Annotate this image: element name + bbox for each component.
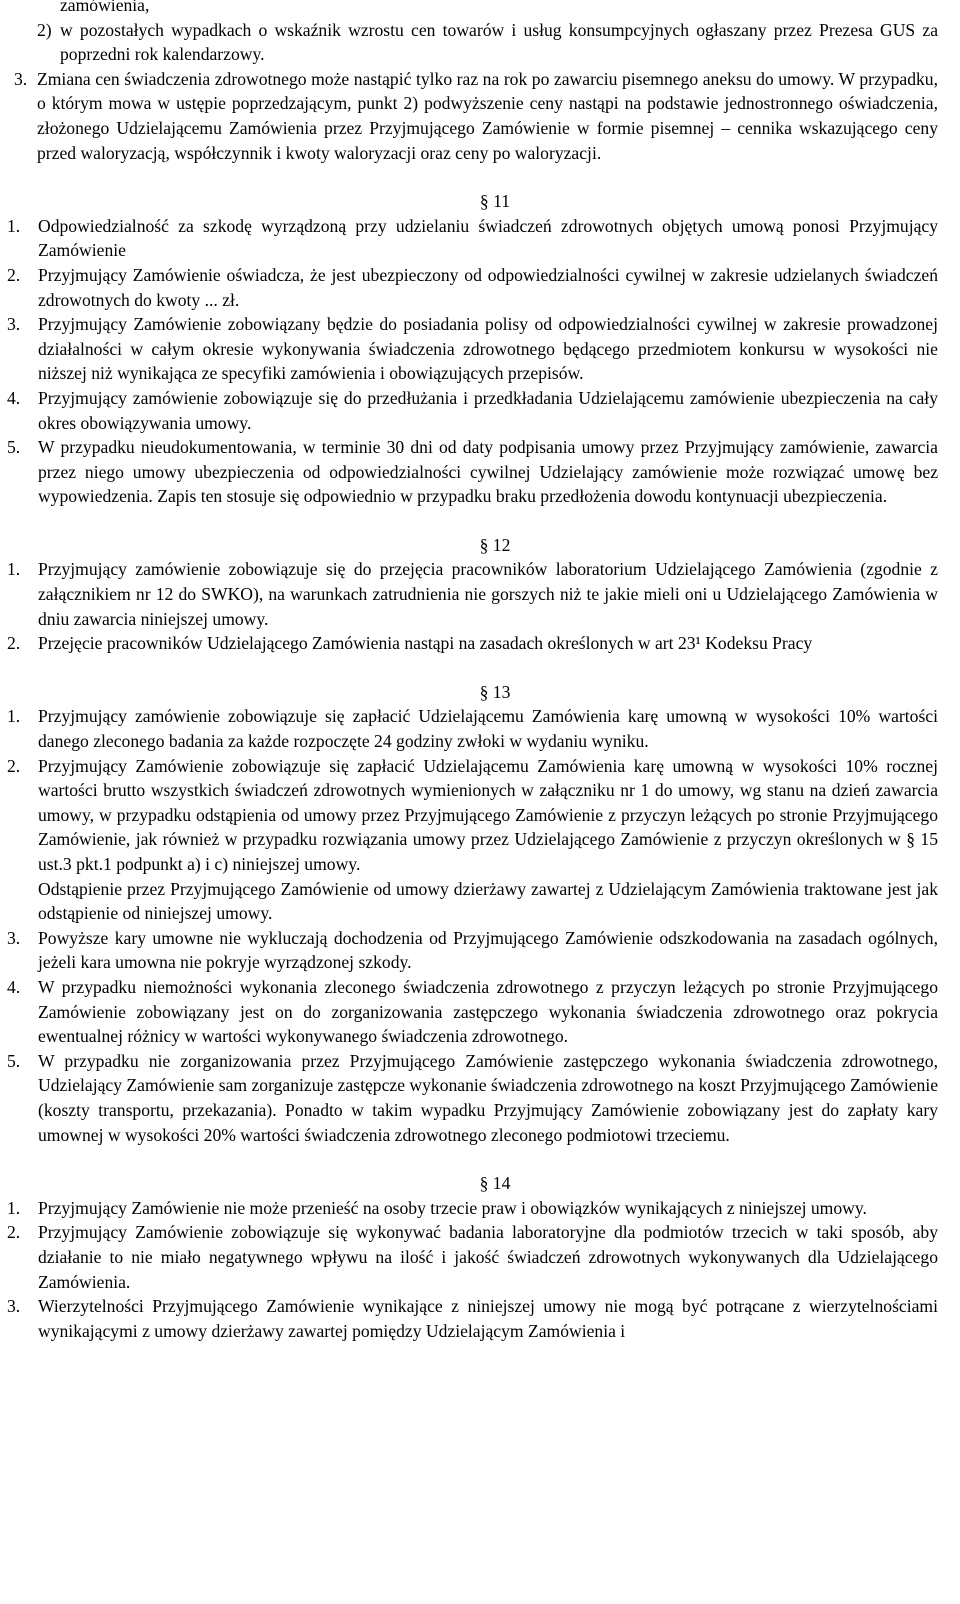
list-item-text: Powyższe kary umowne nie wykluczają dochodzenia od Przyjmującego Zamówienie odszkodowania na zasadach ogólnych, jeżeli kara umowna nie pokryje wyrządzonej szkody. bbox=[38, 927, 938, 973]
list-item-number: 2. bbox=[7, 1222, 21, 1243]
list-item-text: Przyjmujący zamówienie zobowiązuje się zapłacić Udzielającemu Zamówienia karę umowną w wysokości 10% wartości danego zleconego badania za każde rozpoczęte 24 godziny zwłoki w wydaniu wyniku. bbox=[38, 706, 938, 752]
list-item-number: 4. bbox=[7, 387, 21, 408]
list-item-number: 3. bbox=[7, 927, 21, 948]
list-item-text: Przyjmujący zamówienie zobowiązuje się do przejęcia pracowników laboratorium Udzielającego Zamówienia (zgodnie z załącznikiem nr 12 do SWKO), na warunkach zatrudnienia nie gorszych niż te jakie mieli oni u Udzielającego Zamówienia w dniu zawarcia niniejszej umowy. bbox=[38, 559, 938, 629]
list-item bbox=[0, 975, 938, 1049]
list-item-text: W przypadku nieudokumentowania, w terminie 30 dni od daty podpisania umowy przez Przyjmujący zamówienie, zawarcia przez niego umowy ubezpieczenia od odpowiedzialności cywilnej Udzielający zamówienie może rozwiązać umowę bez wypowiedzenia. Zapis ten stosuje się odpowiednio w przypadku braku przedłożenia dowodu kontynuacji ubezpieczenia. bbox=[38, 437, 938, 507]
list-item-text: Wierzytelności Przyjmującego Zamówienie wynikające z niniejszej umowy nie mogą być potrącane z wierzytelnościami wynikającymi z umowy dzierżawy zawartej pomiędzy Udzielającym Zamówienia i bbox=[38, 1296, 938, 1341]
list-item-number: 1. bbox=[7, 559, 21, 580]
list-item bbox=[0, 704, 938, 753]
section-14 bbox=[0, 1196, 960, 1344]
list-item-2 bbox=[0, 18, 960, 67]
list-item bbox=[0, 1294, 938, 1343]
list-item bbox=[0, 386, 938, 435]
paragraph-3 bbox=[0, 67, 960, 165]
list-item-number: 3. bbox=[7, 314, 21, 335]
spacer bbox=[0, 1147, 960, 1171]
section-heading-13: § 13 bbox=[479, 681, 511, 702]
paragraph-number: 3. bbox=[14, 68, 28, 89]
list-item-text: Przyjmujący zamówienie zobowiązuje się do przedłużania i przedkładania Udzielającemu zamówienie ubezpieczenia na cały okres obowiązywania umowy. bbox=[38, 387, 938, 433]
list-item-text: W przypadku niemożności wykonania zleconego świadczenia zdrowotnego z przyczyn leżących po stronie Przyjmującego Zamówienie zobowiązany jest on do zorganizowania zastępczego wykonania świadczenia zdrowotnego oraz pokrycia ewentualnej różnicy w wartości wykonywanego świadczenia zdrowotnego. bbox=[38, 976, 938, 1047]
list-item-text: Przyjmujący Zamówienie oświadcza, że jest ubezpieczony od odpowiedzialności cywilnej w zakresie udzielanych świadczeń zdrowotnych do kwoty ... zł. bbox=[38, 264, 938, 310]
list-item bbox=[0, 312, 938, 386]
list-item bbox=[0, 926, 938, 975]
list-item-number: 5. bbox=[7, 1050, 21, 1071]
list-item bbox=[0, 435, 938, 509]
section-heading-12: § 12 bbox=[479, 534, 511, 555]
section-13 bbox=[0, 704, 960, 1147]
list-item-text: w pozostałych wypadkach o wskaźnik wzrostu cen towarów i usług konsumpcyjnych ogłaszany przez Prezesa GUS za poprzedni rok kalendarzowy. bbox=[60, 19, 938, 65]
paragraph-text: Zmiana cen świadczenia zdrowotnego może nastąpić tylko raz na rok po zawarciu pisemnego aneksu do umowy. W przypadku, o którym mowa w ustępie poprzedzającym, punkt 2) podwyższenie ceny nastąpi na podstawie jednostronnego oświadczenia, złożonego Udzielającemu Zamówienia przez Przyjmującego Zamówienie w formie pisemnej – cennika wskazującego ceny przed waloryzacją, współczynnik i kwoty waloryzacji oraz ceny po waloryzacji. bbox=[37, 68, 938, 163]
spacer bbox=[0, 656, 960, 680]
spacer bbox=[0, 165, 960, 189]
list-item-text: Przyjmujący Zamówienie zobowiązuje się wykonywać badania laboratoryjne dla podmiotów trzecich w taki sposób, aby działanie to nie miało negatywnego wpływu na ilość i jakość świadczeń zdrowotnych wykonywanych dla Udzielającego Zamówienia. bbox=[38, 1222, 938, 1292]
list-item bbox=[0, 1049, 938, 1147]
list-item-number: 4. bbox=[7, 976, 21, 997]
list-item-text: Przyjmujący Zamówienie zobowiązuje się zapłacić Udzielającemu Zamówienia karę umowną w wysokości 10% rocznej wartości brutto wszystkich świadczeń zdrowotnych wymienionych w załączniku nr 1 do umowy, wg stanu na dzień zawarcia umowy, w przypadku odstąpienia od umowy przez Przyjmującego Zamówienie z przyczyn leżących po stronie Przyjmującego Zamówienie, jak również w przypadku rozwiązania umowy przez Udzielającego Zamówienie z przyczyn określonych w § 15 ust.3 pkt.1 podpunkt a) i c) niniejszej umowy. bbox=[38, 755, 938, 874]
list-item-number: 3. bbox=[7, 1296, 21, 1317]
list-item-text: Przejęcie pracowników Udzielającego Zamówienia nastąpi na zasadach określonych w art 23¹ Kodeksu Pracy bbox=[38, 633, 813, 654]
list-item bbox=[0, 631, 938, 656]
list-item-text: Przyjmujący Zamówienie nie może przenieść na osoby trzecie praw i obowiązków wynikających z niniejszej umowy. bbox=[38, 1197, 867, 1218]
list-item-number: 1. bbox=[7, 215, 21, 236]
list-item-text: W przypadku nie zorganizowania przez Przyjmującego Zamówienie zastępczego wykonania świadczenia zdrowotnego, Udzielający Zamówienie sam zorganizuje zastępcze wykonanie świadczenia zdrowotnego na koszt Przyjmującego Zamówienie (koszty transportu, przekazania). Ponadto w takim wypadku Przyjmujący Zamówienie zobowiązany jest do zapłaty kary umownej w wysokości 20% wartości świadczenia zdrowotnego zleconego podmiotowi trzeciemu. bbox=[38, 1050, 939, 1145]
list-item-number: 1. bbox=[7, 706, 21, 727]
continuation-line: zamówienia, bbox=[60, 0, 150, 15]
list-item bbox=[0, 214, 938, 263]
section-heading-14: § 14 bbox=[479, 1173, 511, 1194]
list-item-number: 2. bbox=[7, 264, 21, 285]
list-item-number: 2) bbox=[37, 19, 52, 40]
list-item bbox=[0, 263, 938, 312]
section-heading-11: § 11 bbox=[479, 191, 511, 212]
list-item-number: 5. bbox=[7, 437, 21, 458]
section-12 bbox=[0, 557, 960, 655]
list-item-text: Odpowiedzialność za szkodę wyrządzoną przy udzielaniu świadczeń zdrowotnych objętych umową ponosi Przyjmujący Zamówienie bbox=[38, 215, 938, 261]
section-11 bbox=[0, 214, 960, 509]
list-item-number: 1. bbox=[7, 1197, 21, 1218]
list-item-number: 2. bbox=[7, 633, 21, 654]
list-item bbox=[0, 1196, 938, 1221]
list-item-extra-text: Odstąpienie przez Przyjmującego Zamówienie od umowy dzierżawy zawartej z Udzielającym Zamówienia traktowane jest jak odstąpienie od niniejszej umowy. bbox=[38, 878, 938, 924]
list-item-number: 2. bbox=[7, 755, 21, 776]
list-item bbox=[0, 557, 938, 631]
list-item-text: Przyjmujący Zamówienie zobowiązany będzie do posiadania polisy od odpowiedzialności cywilnej w zakresie prowadzonej działalności w całym okresie wykonywania świadczenia zdrowotnego będącego przedmiotem konkursu w wysokości nie niższej niż wynikająca ze specyfiki zamówienia i obowiązujących przepisów. bbox=[38, 314, 938, 384]
spacer bbox=[0, 509, 960, 533]
list-item bbox=[0, 754, 938, 926]
list-item bbox=[0, 1220, 938, 1294]
